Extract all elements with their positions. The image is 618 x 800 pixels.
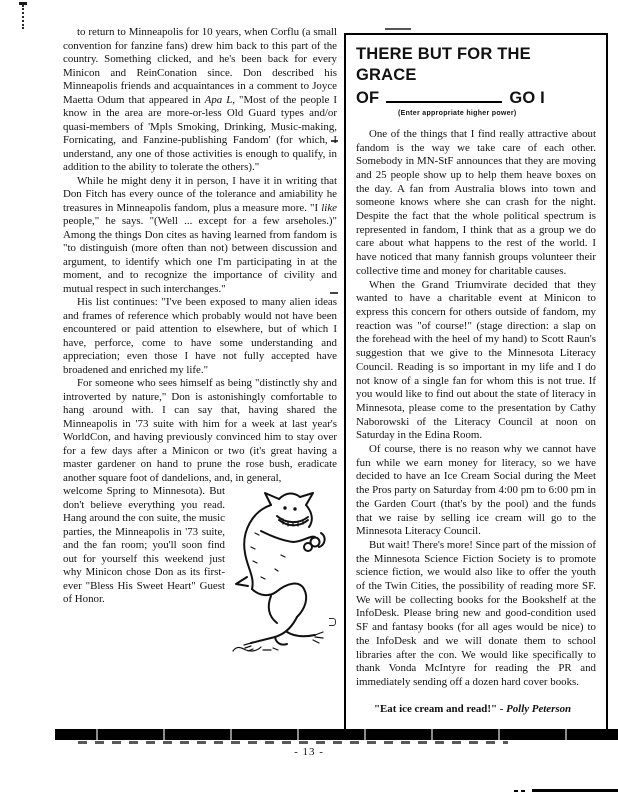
paragraph: His list continues: "I've been exposed to many alien ideas and frames of reference which probably would not have been encountered or paid attention to elsewhere, but of which I have, perforce, come to have some understanding and appreciation; even those I have not fully accepted have broadened and enriched my life.": [63, 296, 337, 376]
goblin-cartoon-illustration: [231, 485, 337, 655]
scan-artifact-dotted-line: [19, 2, 27, 30]
paragraph-text: While he might deny it in person, I have it in writing that Don Fitch has every ounce of the tolerance and amiability he treasures in Minneapolis fandom, plus a measure more. "I: [63, 174, 337, 214]
article-paragraph: Of course, there is no reason why we cannot have fun while we earn money for literacy, so we have decided to have an Ice Cream Social during the Meet the Pros party on Saturday from 4:00 pm to 6:00 pm in the Garden Court (that's by the pool) and the funds that we raise by selling ice cream will go to the Minnesota Literacy Council.: [356, 443, 596, 538]
paragraph: [63, 26, 337, 175]
paragraph-text: , "Most of the people I know in the area are more-or-less Old Guard types and/or quasi-members of 'Mpls Smoking, Drinking, Music-making, Fornicating, and Fanzine-publishing Fandom' (for which, I understand, any one of those activities is enough to qualify, in addition to the ability to tolerate the others).": [63, 93, 337, 173]
left-column: [63, 26, 337, 657]
goblin-cartoon-svg: [231, 485, 337, 655]
scan-bar-smudge: [78, 741, 508, 744]
article-title: [356, 44, 596, 109]
artist-signature: [233, 647, 278, 651]
scan-artifact-bottom-right-dots: [514, 790, 526, 792]
title-blank-line: [386, 86, 502, 103]
title-go-i: GO I: [509, 88, 545, 107]
quote-text: "Eat ice cream and read!": [374, 702, 497, 715]
article-paragraph: When the Grand Triumvirate decided that they wanted to have a charitable event at Minicon to express this concern for others outside of fandom, my reaction was "of course!" (stage direction: a slap on the forehead with the heel of my hand) to Scott Raun's suggestion that we give to the Minnesota Literacy Council. Reading is so important in my life and I do not know of a single fan for whom this is not true. If you would like to find out about the state of literacy in Minnesota, please come to the presentation by Cathy Naborowski of the Literacy Council at noon on Saturday in the Edina Room.: [356, 278, 596, 442]
paragraph-text: people," he says. "(Well ... except for a few arseholes.)" Among the things Don cites as having learned from fandom is "to distinguish (more often than not) between discussion and argument, to identify which one I'm participating in at the moment, and to recognize the importance of civility and mutual respect in such interchanges.": [63, 215, 337, 295]
italic-apa-l: Apa L: [204, 93, 233, 106]
paragraph-text: to return to Minneapolis for 10 years, when Corflu (a small convention for fanzine fans) drew him back to this part of the country. Something clicked, and he's been back for every Minicon and ReinConation since. Don described his Minneapolis friends and acquaintances in a comment to Joyce Maetta Odum that appeared in: [63, 26, 337, 106]
scan-artifact-bottom-right-line: [532, 789, 618, 792]
paragraph: For someone who sees himself as being "distinctly shy and introverted by nature," Don is astonishingly comfortable to hang around with. I can say that, having shared the Minneapolis in '73 suite with him for a week at last year's WorldCon, and having previously convinced him to stay over for a few days after a Minicon or two (it's great having a master gardener on hand to prune the rose bush, eradicate another square foot of dandelions, and, in general,: [63, 377, 337, 484]
article-quote: [356, 703, 596, 717]
page-number: - 13 -: [294, 746, 324, 758]
quote-attribution: - Polly Peterson: [499, 702, 572, 715]
article-box: [344, 33, 608, 730]
title-line1: THERE BUT FOR THE GRACE: [356, 45, 531, 84]
italic-like: like: [321, 201, 337, 214]
paragraph-with-illustration: [63, 485, 337, 607]
scan-artifact-smudge: [385, 28, 411, 30]
article-paragraph: But wait! There's more! Since part of the mission of the Minnesota Science Fiction Society is to promote science fiction, we would also like to offer the youth of the Twin Cities, the possibility of reading more SF. We will be collecting books for the Bookshelf at the InfoDesk. Please bring new and good-condition used SF and fantasy books (for all ages would be nice) to the InfoDesk and we will donate them to school libraries after the con. We would like specifically to thank Vonda McIntyre for reading the PR and immediately sending off a dozen hard cover books.: [356, 538, 596, 688]
title-of: OF: [356, 88, 380, 107]
paragraph: [63, 175, 337, 297]
scan-black-bar: [55, 729, 618, 740]
article-subtitle: (Enter appropriate higher power): [398, 109, 517, 117]
article-paragraph: One of the things that I find really attractive about fandom is the way we take care of each other. Somebody in MN-StF announces that they are moving and 25 people show up to help them heave boxes on the day. A fan from Australia blows into town and someone knows where she can crash for the night. Despite the fact that the whole political spectrum is represented in fandom, I think that as a group we do care about what happens to the rest of the world. I have noticed that many fannish groups volunteer their collective time and money for charitable causes.: [356, 127, 596, 277]
paragraph-continuation: welcome Spring to Minnesota). But don't believe everything you read. Hang around the con suite, the music parties, the Minneapolis in '73 suite, and the fan room; you'll soon find out for yourself this weekend just why Minicon chose Don as its first-ever "Bless His Sweet Heart" Guest of Honor.: [63, 485, 225, 605]
